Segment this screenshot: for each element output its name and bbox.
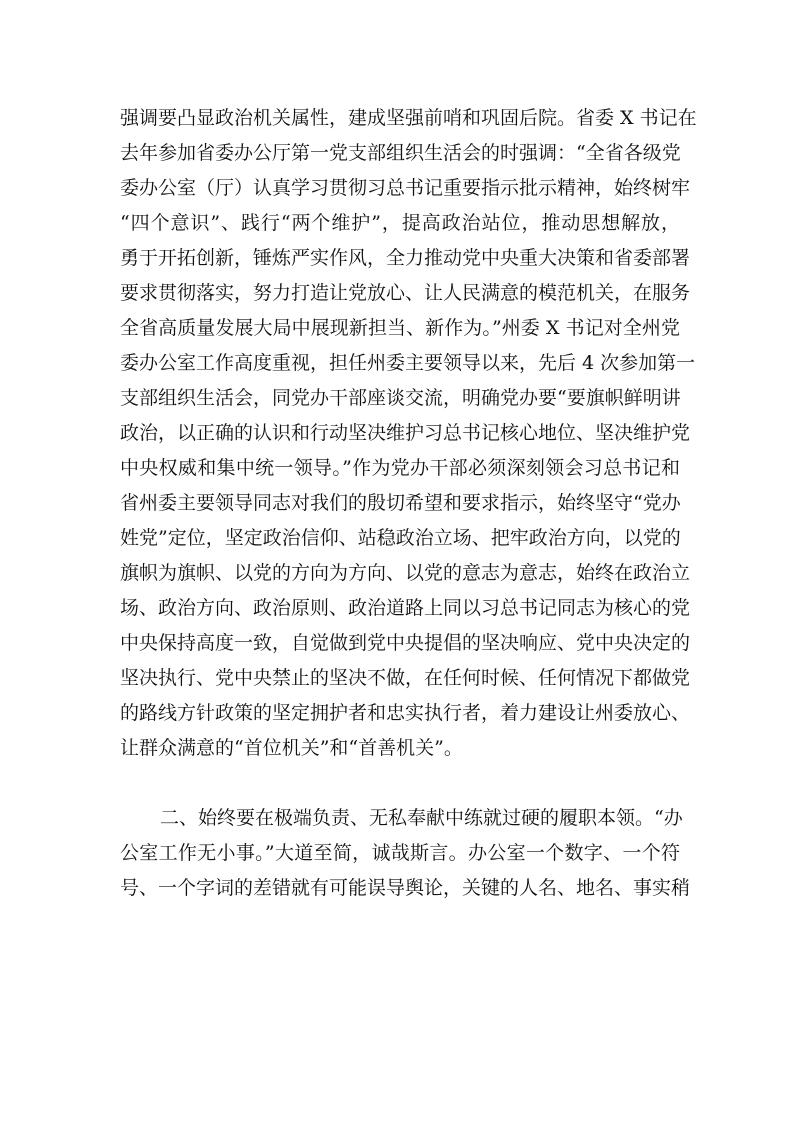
paragraph-1-line-18: 的路线方针政策的坚定拥护者和忠实执行者，着力建设让州委放心、 xyxy=(120,702,691,724)
paragraph-1-line-11: 中央权威和集中统一领导。”作为党办干部必须深刻领会习总书记和 xyxy=(120,457,680,479)
paragraph-1-line-8: 委办公室工作高度重视，担任州委主要领导以来，先后 4 次参加第一 xyxy=(120,352,696,374)
paragraph-1-line-14: 旗帜为旗帜、以党的方向为方向、以党的意志为意志，始终在政治立 xyxy=(120,562,691,584)
paragraph-1-line-4: “四个意识”、践行“两个维护”，提高政治站位，推动思想解放， xyxy=(120,212,680,234)
paragraph-1-line-19: 让群众满意的“首位机关”和“首善机关”。 xyxy=(120,737,463,759)
paragraph-2-line-1: 二、始终要在极端负责、无私奉献中练就过硬的履职本领。“办 xyxy=(160,807,683,829)
paragraph-1-line-13: 姓党”定位，坚定政治信仰、站稳政治立场、把牢政治方向，以党的 xyxy=(120,527,681,549)
paragraph-2-line-2: 公室工作无小事。”大道至简，诚哉斯言。办公室一个数字、一个符 xyxy=(120,842,680,864)
paragraph-1-line-5: 勇于开拓创新，锤炼严实作风，全力推动党中央重大决策和省委部署 xyxy=(120,247,691,269)
paragraph-1-line-9: 支部组织生活会，同党办干部座谈交流，明确党办要“要旗帜鲜明讲 xyxy=(120,387,681,409)
paragraph-2-line-3: 号、一个字词的差错就有可能误导舆论，关键的人名、地名、事实稍 xyxy=(120,877,691,899)
paragraph-1-line-1: 强调要凸显政治机关属性，建成坚强前哨和巩固后院。省委 X 书记在 xyxy=(120,107,697,129)
paragraph-1-line-10: 政治，以正确的认识和行动坚决维护习总书记核心地位、坚决维护党 xyxy=(120,422,691,444)
paragraph-1-line-2: 去年参加省委办公厅第一党支部组织生活会的时强调：“全省各级党 xyxy=(120,142,681,164)
paragraph-1-line-6: 要求贯彻落实，努力打造让党放心、让人民满意的模范机关，在服务 xyxy=(120,282,691,304)
paragraph-1-line-3: 委办公室（厅）认真学习贯彻习总书记重要指示批示精神，始终树牢 xyxy=(120,177,691,199)
paragraph-1-line-15: 场、政治方向、政治原则、政治道路上同以习总书记同志为核心的党 xyxy=(120,597,691,619)
paragraph-1-line-17: 坚决执行、党中央禁止的坚决不做，在任何时候、任何情况下都做党 xyxy=(120,667,691,689)
paragraph-1-line-16: 中央保持高度一致，自觉做到党中央提倡的坚决响应、党中央决定的 xyxy=(120,632,691,654)
paragraph-1-line-7: 全省高质量发展大局中展现新担当、新作为。”州委 X 书记对全州党 xyxy=(120,317,680,339)
paragraph-1-line-12: 省州委主要领导同志对我们的殷切希望和要求指示，始终坚守“党办 xyxy=(120,492,681,514)
